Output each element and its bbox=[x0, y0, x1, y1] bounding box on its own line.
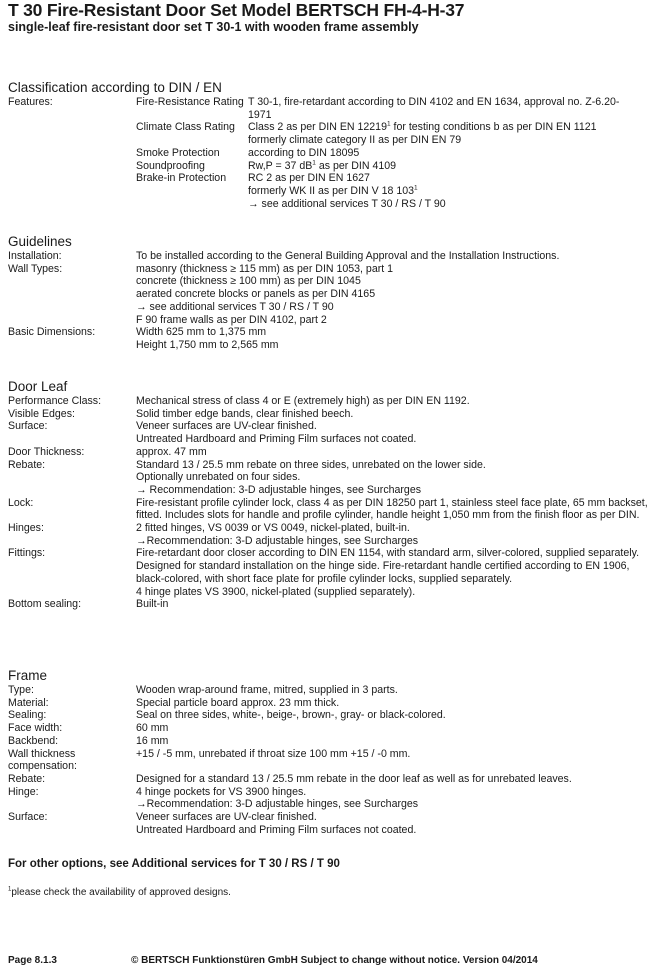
feature-value bbox=[248, 96, 628, 121]
value-line: → Recommendation: 3-D adjustable hinges, see Surcharges bbox=[136, 483, 422, 496]
value-line: +15 / -5 mm, unrebated if throat size 100 mm +15 / -0 mm. bbox=[136, 747, 411, 760]
row-value bbox=[136, 722, 648, 735]
row-value bbox=[136, 735, 648, 748]
value-line: →Recommendation: 3-D adjustable hinges, see Surcharges bbox=[136, 798, 419, 811]
value-line: Fire-retardant door closer according to DIN EN 1154, with standard arm, silver-colored, supplied separately. Designed for standard installation on the hinge side. Fire-retardant handle certified according to EN 1906, black-colored, with short face plate for profile cylinder locks, supplied separately. bbox=[136, 547, 640, 585]
section-heading: Door Leaf bbox=[8, 379, 68, 394]
value-line: Rw,P = 37 $dB^1$ as per DIN 4109 bbox=[248, 158, 397, 172]
row-label: Backbend: bbox=[8, 734, 59, 747]
value-line: → see additional services T 30 / RS / T 90 bbox=[136, 300, 334, 313]
row-label: Door Thickness: bbox=[8, 445, 85, 458]
features-list bbox=[136, 96, 648, 210]
row-value bbox=[136, 263, 648, 327]
page-number: Page 8.1.3 bbox=[8, 955, 57, 966]
row-value bbox=[136, 446, 648, 459]
value-line: concrete (thickness ≥ 100 mm) as per DIN 1045 bbox=[136, 275, 361, 288]
section-heading: Guidelines bbox=[8, 234, 72, 249]
spec-row bbox=[8, 722, 648, 735]
spec-row bbox=[8, 522, 648, 547]
spec-row bbox=[8, 420, 648, 445]
value-line: 4 hinge pockets for VS 3900 hinges. bbox=[136, 785, 307, 798]
spec-row bbox=[8, 786, 648, 811]
value-line: RC 2 as per DIN EN 1627 bbox=[248, 172, 370, 185]
footnote-ref: 1 bbox=[414, 184, 418, 192]
section-frame bbox=[8, 668, 648, 836]
row-value bbox=[136, 408, 648, 421]
row-label: Sealing: bbox=[8, 709, 47, 722]
row-label: Visible Edges: bbox=[8, 407, 75, 420]
footnote bbox=[8, 887, 231, 898]
section-heading: Classification according to DIN / EN bbox=[8, 80, 222, 95]
value-line: Wooden wrap-around frame, mitred, supplied in 3 parts. bbox=[136, 684, 398, 696]
value-line bbox=[136, 760, 648, 773]
value-line: Designed for a standard 13 / 25.5 mm rebate in the door leaf as well as for unrebated leaves. bbox=[136, 772, 572, 785]
feature-value bbox=[248, 172, 648, 210]
section-classification bbox=[8, 80, 648, 210]
row-value bbox=[136, 748, 648, 773]
value-line: approx. 47 mm bbox=[136, 445, 207, 458]
footnote-ref: 1 bbox=[386, 120, 391, 128]
spec-row bbox=[8, 697, 648, 710]
feature-item bbox=[136, 121, 648, 146]
row-label: Surface: bbox=[8, 420, 48, 433]
spec-row bbox=[8, 326, 648, 351]
value-line: Untreated Hardboard and Priming Film surfaces not coated. bbox=[136, 433, 417, 446]
row-label: Face width: bbox=[8, 722, 63, 735]
feature-value bbox=[248, 147, 648, 160]
feature-label: Smoke Protection bbox=[136, 146, 220, 159]
row-value bbox=[136, 684, 648, 697]
spec-row bbox=[8, 547, 648, 598]
row-label: Bottom sealing: bbox=[8, 598, 82, 611]
row-label: Hinge: bbox=[8, 785, 39, 798]
value-line: Standard 13 / 25.5 mm rebate on three sides, unrebated on the lower side. bbox=[136, 458, 486, 471]
frame-rows bbox=[8, 684, 648, 836]
row-value bbox=[136, 547, 648, 598]
value-line: Class 2 as per DIN EN 12219$^1$ for testing conditions b as per DIN EN 1121 bbox=[248, 120, 597, 134]
value-line: Untreated Hardboard and Priming Film surfaces not coated. bbox=[136, 823, 417, 836]
row-value bbox=[136, 250, 648, 263]
row-label: Hinges: bbox=[8, 522, 44, 535]
section-heading: Frame bbox=[8, 668, 48, 683]
value-line: 2 fitted hinges, VS 0039 or VS 0049, nickel-plated, built-in. bbox=[136, 522, 410, 535]
feature-item bbox=[136, 96, 648, 121]
footnote-ref: 1 bbox=[312, 158, 316, 166]
row-label: Features: bbox=[8, 96, 53, 108]
value-line: Optionally unrebated on four sides. bbox=[136, 471, 301, 484]
value-line: To be installed according to the General Building Approval and the Installation Instructions. bbox=[136, 250, 560, 262]
guidelines-rows bbox=[8, 250, 648, 352]
row-value bbox=[136, 420, 648, 445]
row-label: Basic Dimensions: bbox=[8, 326, 96, 339]
value-line: according to DIN 18095 bbox=[248, 146, 360, 159]
value-line: Width 625 mm to 1,375 mm bbox=[136, 326, 267, 339]
spec-row bbox=[8, 748, 648, 773]
features-row bbox=[8, 96, 648, 210]
feature-item bbox=[136, 172, 648, 210]
row-label: Material: bbox=[8, 696, 49, 709]
row-value bbox=[136, 326, 648, 351]
value-line: formerly WK II as per DIN V 18 $103^1$ bbox=[248, 184, 418, 197]
spec-row bbox=[8, 598, 648, 611]
spec-row bbox=[8, 773, 648, 786]
spec-row bbox=[8, 408, 648, 421]
value-line: → see additional services T 30 / RS / T 90 bbox=[248, 197, 446, 210]
row-label: Wall thickness compensation: bbox=[8, 747, 77, 773]
value-line: Fire-resistant profile cylinder lock, class 4 as per DIN 18250 part 1, stainless steel face plate, 65 mm backset, fitted. Includes slots for handle and profile cylinder, handle height 1,050 mm from the finish floor as per DIN. bbox=[136, 496, 648, 522]
row-label: Fittings: bbox=[8, 547, 46, 560]
row-value bbox=[136, 395, 648, 408]
value-line: Veneer surfaces are UV-clear finished. bbox=[136, 420, 317, 433]
value-line: F 90 frame walls as per DIN 4102, part 2 bbox=[136, 313, 327, 326]
spec-row bbox=[8, 709, 648, 722]
row-value bbox=[136, 598, 648, 611]
feature-label: Fire-Resistance Rating bbox=[136, 96, 244, 108]
row-value bbox=[136, 709, 648, 722]
value-line: formerly climate category II as per DIN EN 79 bbox=[248, 134, 462, 147]
row-label: Lock: bbox=[8, 496, 34, 509]
footnote-text: please check the availability of approved designs. bbox=[11, 887, 231, 898]
spec-row bbox=[8, 263, 648, 327]
value-line: Height 1,750 mm to 2,565 mm bbox=[136, 338, 279, 351]
value-line: 16 mm bbox=[136, 734, 169, 747]
section-guidelines bbox=[8, 234, 648, 352]
document-subtitle: single-leaf fire-resistant door set T 30-1 with wooden frame assembly bbox=[8, 20, 419, 34]
document-title: T 30 Fire-Resistant Door Set Model BERTSCH FH-4-H-37 bbox=[8, 0, 465, 20]
spec-row bbox=[8, 684, 648, 697]
copyright-notice: © BERTSCH Funktionstüren GmbH Subject to change without notice. Version 04/2014 bbox=[131, 955, 538, 966]
value-line: T 30-1, fire-retardant according to DIN 4102 and EN 1634, approval no. Z-6.20-1971 bbox=[248, 96, 620, 121]
row-label: Wall Types: bbox=[8, 262, 63, 275]
spec-row bbox=[8, 446, 648, 459]
row-label: Type: bbox=[8, 684, 34, 696]
value-line: 60 mm bbox=[136, 722, 169, 735]
row-label: Installation: bbox=[8, 250, 62, 262]
value-line: Solid timber edge bands, clear finished beech. bbox=[136, 407, 354, 420]
spec-row bbox=[8, 811, 648, 836]
row-value bbox=[136, 811, 648, 836]
feature-label: Climate Class Rating bbox=[136, 121, 235, 134]
row-label: Performance Class: bbox=[8, 395, 102, 407]
row-label: Rebate: bbox=[8, 772, 46, 785]
footnote-marker: 1 bbox=[8, 886, 12, 893]
row-label: Rebate: bbox=[8, 458, 46, 471]
spec-row bbox=[8, 497, 648, 522]
row-value bbox=[136, 697, 648, 710]
value-line: →Recommendation: 3-D adjustable hinges, see Surcharges bbox=[136, 534, 419, 547]
spec-row bbox=[8, 250, 648, 263]
row-value bbox=[136, 459, 648, 497]
row-value bbox=[136, 522, 648, 547]
row-value bbox=[136, 497, 648, 522]
value-line: Seal on three sides, white-, beige-, brown-, gray- or black-colored. bbox=[136, 709, 446, 722]
value-line: aerated concrete blocks or panels as per DIN 4165 bbox=[136, 288, 376, 301]
feature-value bbox=[248, 160, 648, 173]
value-line: Built-in bbox=[136, 598, 169, 611]
feature-label: Brake-in Protection bbox=[136, 172, 227, 185]
row-label: Surface: bbox=[8, 811, 48, 824]
value-line: Special particle board approx. 23 mm thick. bbox=[136, 696, 340, 709]
spec-row bbox=[8, 735, 648, 748]
feature-value bbox=[248, 121, 648, 146]
feature-item bbox=[136, 147, 648, 160]
row-value bbox=[136, 786, 648, 811]
other-options-note: For other options, see Additional services for T 30 / RS / T 90 bbox=[8, 858, 340, 870]
page-footer bbox=[8, 955, 538, 966]
door-leaf-rows bbox=[8, 395, 648, 611]
value-line: Mechanical stress of class 4 or E (extremely high) as per DIN EN 1192. bbox=[136, 395, 470, 407]
value-line: masonry (thickness ≥ 115 mm) as per DIN 1053, part 1 bbox=[136, 262, 394, 275]
spec-row bbox=[8, 395, 648, 408]
spec-row bbox=[8, 459, 648, 497]
feature-item bbox=[136, 160, 648, 173]
section-door-leaf bbox=[8, 379, 648, 611]
feature-label: Soundproofing bbox=[136, 159, 205, 172]
row-value bbox=[136, 773, 648, 786]
value-line: 4 hinge plates VS 3900, nickel-plated (supplied separately). bbox=[136, 585, 416, 598]
value-line: Veneer surfaces are UV-clear finished. bbox=[136, 811, 317, 824]
